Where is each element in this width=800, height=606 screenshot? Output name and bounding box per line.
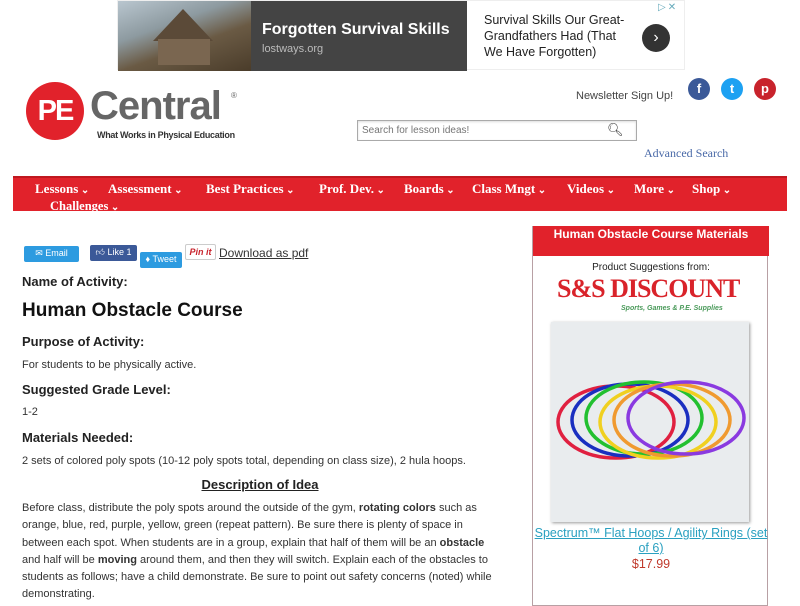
newsletter-link[interactable]: Newsletter Sign Up!	[576, 90, 674, 102]
nav-videos[interactable]: Videos ⌄	[567, 181, 615, 199]
download-pdf-link[interactable]: Download as pdf	[219, 246, 309, 260]
ad-headline-panel[interactable]	[251, 1, 467, 71]
like-label: Like 1	[107, 247, 132, 257]
search-icon[interactable]: 🔍︎	[607, 122, 624, 137]
name-label: Name of Activity:	[22, 274, 128, 289]
facebook-icon[interactable]: f	[688, 78, 710, 100]
pinterest-icon[interactable]: p	[754, 78, 776, 100]
nav-shop[interactable]: Shop ⌄	[692, 181, 731, 199]
logo-word[interactable]: Central	[90, 84, 221, 128]
registered-mark: ®	[231, 91, 237, 100]
materials-text: 2 sets of colored poly spots (10-12 poly spots total, depending on class size), 2 hula hoops.	[22, 455, 466, 467]
product-image[interactable]	[551, 322, 749, 522]
desc-bold: rotating colors	[358, 502, 436, 514]
product-price: $17.99	[631, 557, 671, 571]
pin-it-button[interactable]: Pin it	[185, 244, 216, 260]
hoops-illustration	[551, 322, 749, 522]
purpose-text: For students to be physically active.	[22, 359, 197, 371]
product-link[interactable]: Spectrum™ Flat Hoops / Agility Rings (set of 6)	[534, 526, 768, 555]
nav-prof-dev[interactable]: Prof. Dev. ⌄	[319, 181, 385, 199]
adchoices-icon[interactable]: ▷✕	[658, 2, 679, 13]
nav-best-practices[interactable]: Best Practices ⌄	[206, 181, 295, 199]
logo-tagline: What Works in Physical Education	[97, 130, 235, 140]
mail-icon: ✉	[35, 248, 46, 258]
ad-title[interactable]: Forgotten Survival Skills	[262, 21, 450, 38]
desc-bold: obstacle	[439, 536, 485, 549]
ad-text[interactable]: Survival Skills Our Great-Grandfathers Had (That We Have Forgotten)	[484, 13, 625, 59]
purpose-label: Purpose of Activity:	[22, 334, 145, 349]
thumbs-up-icon: 👍︎	[95, 247, 108, 257]
email-label: Email	[45, 248, 68, 258]
tweet-button[interactable]	[140, 252, 182, 268]
description-heading: Description of Idea	[201, 477, 319, 492]
brand-mark: S&S	[557, 274, 605, 303]
tweet-label: Tweet	[152, 254, 177, 264]
brand-word: DISCOUNT	[610, 274, 740, 303]
materials-label: Materials Needed:	[22, 430, 134, 445]
nav-challenges[interactable]: Challenges ⌄	[50, 198, 119, 218]
twitter-icon[interactable]: t	[721, 78, 743, 100]
materials-sidebar	[532, 226, 768, 606]
grade-text: 1-2	[22, 406, 38, 418]
logo-mark[interactable]: PE	[26, 82, 84, 140]
desc-part: Before class, distribute the poly spots around the outside of the gym,	[22, 502, 359, 514]
twitter-bird-icon: ♦	[145, 254, 153, 264]
advanced-search-link[interactable]: Advanced Search	[644, 146, 729, 160]
nav-class-mngt[interactable]: Class Mngt ⌄	[472, 181, 546, 199]
ad-domain: lostways.org	[262, 43, 324, 55]
activity-title: Human Obstacle Course	[22, 300, 243, 321]
facebook-like-button[interactable]	[90, 245, 137, 261]
chevron-right-icon[interactable]: ›	[642, 24, 670, 52]
description-text	[22, 500, 497, 604]
nav-assessment[interactable]: Assessment ⌄	[108, 181, 182, 199]
brand-tagline: Sports, Games & P.E. Supplies	[621, 305, 723, 312]
desc-part: such as orange, blue, red, purple, yellow, green (repeat pattern). Be sure there is plenty of space in between each spot. When students are in a group, explain that half of them will be an	[22, 502, 477, 549]
search-input[interactable]	[357, 120, 637, 141]
grade-label: Suggested Grade Level:	[22, 382, 171, 397]
ss-discount-logo[interactable]	[557, 276, 739, 302]
desc-part: and half will be	[22, 553, 98, 566]
nav-lessons[interactable]: Lessons ⌄	[35, 181, 89, 199]
email-share-button[interactable]	[24, 246, 79, 262]
desc-part: around them, and then they will switch. Explain each of the obstacles to students as follows; have a child demonstrate. Be sure to point out safety concerns (noted) while demonstrating.	[22, 553, 492, 601]
sidebar-subtitle: Product Suggestions from:	[592, 262, 710, 273]
main-nav	[13, 176, 787, 211]
desc-bold: moving	[97, 553, 137, 566]
ad-banner[interactable]	[117, 0, 685, 70]
nav-boards[interactable]: Boards ⌄	[404, 181, 455, 199]
sidebar-title: Human Obstacle Course Materials	[533, 226, 769, 256]
ad-image[interactable]	[118, 1, 251, 71]
nav-more[interactable]: More ⌄	[634, 181, 675, 199]
